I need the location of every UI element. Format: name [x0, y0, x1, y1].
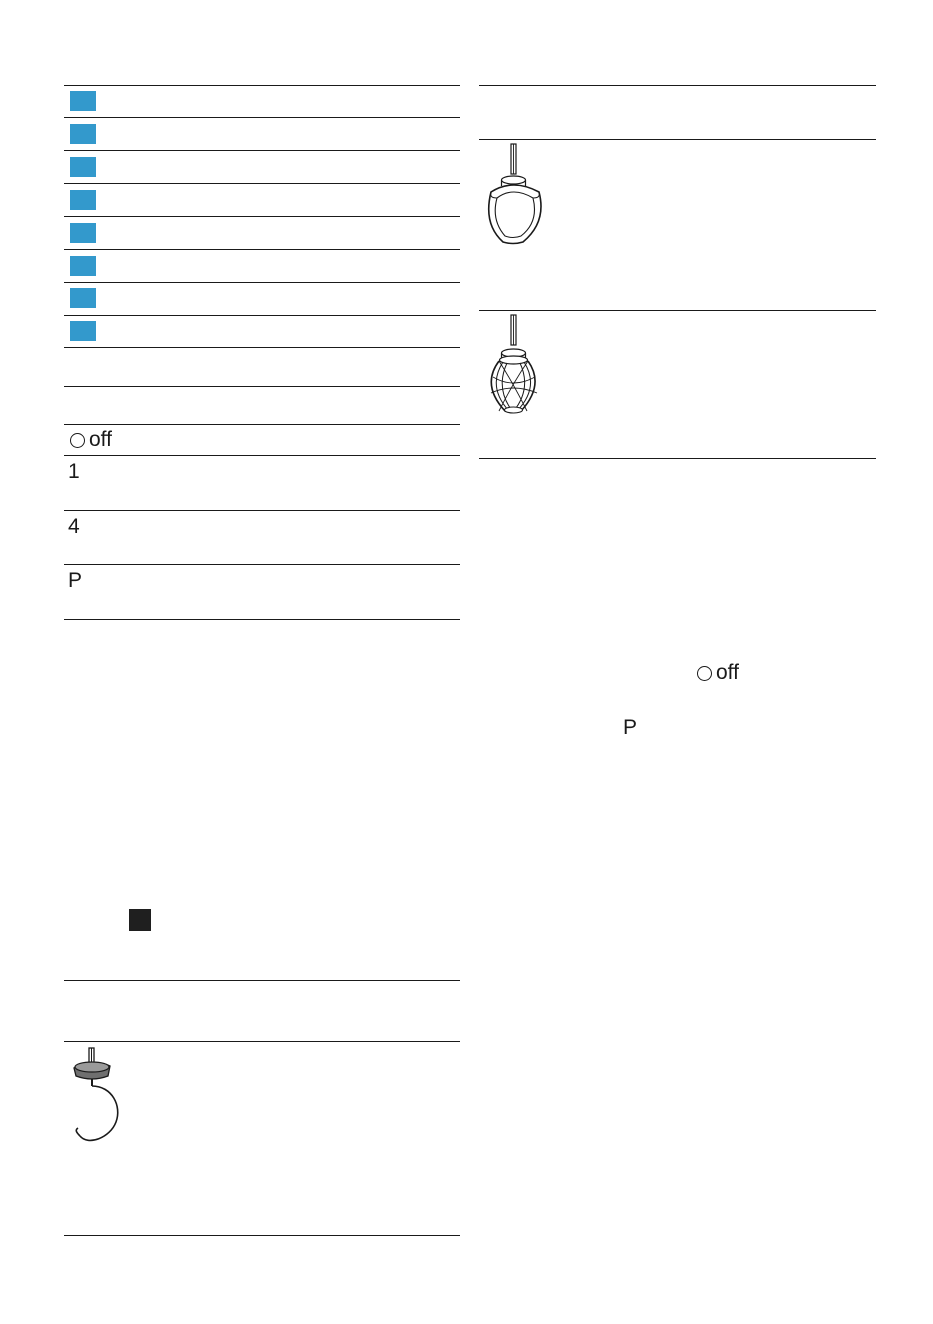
indicator-square-7 [70, 288, 96, 308]
setting-speed-4: 4 [68, 515, 80, 538]
indicator-square-2 [70, 124, 96, 144]
beater-icon [483, 142, 549, 246]
tool-rule [64, 1235, 460, 1236]
table-rule [64, 183, 460, 184]
tool-rule [64, 1041, 460, 1042]
tool-rule [479, 139, 876, 140]
off-ring-icon [697, 666, 712, 681]
kneading-hook-icon [66, 1044, 126, 1148]
table-rule [64, 347, 460, 348]
indicator-square-6 [70, 256, 96, 276]
indicator-square-8 [70, 321, 96, 341]
settings-rule [64, 386, 460, 387]
settings-rule [64, 510, 460, 511]
table-rule [64, 315, 460, 316]
inline-pulse-symbol: P [623, 716, 638, 739]
setting-pulse: P [68, 569, 83, 592]
settings-rule [64, 619, 460, 620]
tool-rule [479, 458, 876, 459]
inline-off-label: off [716, 661, 739, 684]
off-ring-icon [70, 433, 85, 448]
indicator-square-1 [70, 91, 96, 111]
table-rule [64, 150, 460, 151]
setting-off [70, 428, 112, 452]
whisk-icon [483, 313, 549, 417]
tool-rule [479, 85, 876, 86]
table-rule [64, 117, 460, 118]
tool-rule [64, 980, 460, 981]
inline-off-symbol [697, 661, 739, 685]
indicator-square-5 [70, 223, 96, 243]
indicator-square-4 [70, 190, 96, 210]
settings-rule [64, 424, 460, 425]
table-rule [64, 249, 460, 250]
tool-rule [479, 310, 876, 311]
setting-speed-1: 1 [68, 460, 80, 483]
table-rule [64, 85, 460, 86]
stop-square-icon [129, 909, 151, 931]
settings-rule [64, 455, 460, 456]
table-rule [64, 282, 460, 283]
settings-rule [64, 564, 460, 565]
indicator-square-3 [70, 157, 96, 177]
setting-off-label: off [89, 428, 112, 451]
table-rule [64, 216, 460, 217]
